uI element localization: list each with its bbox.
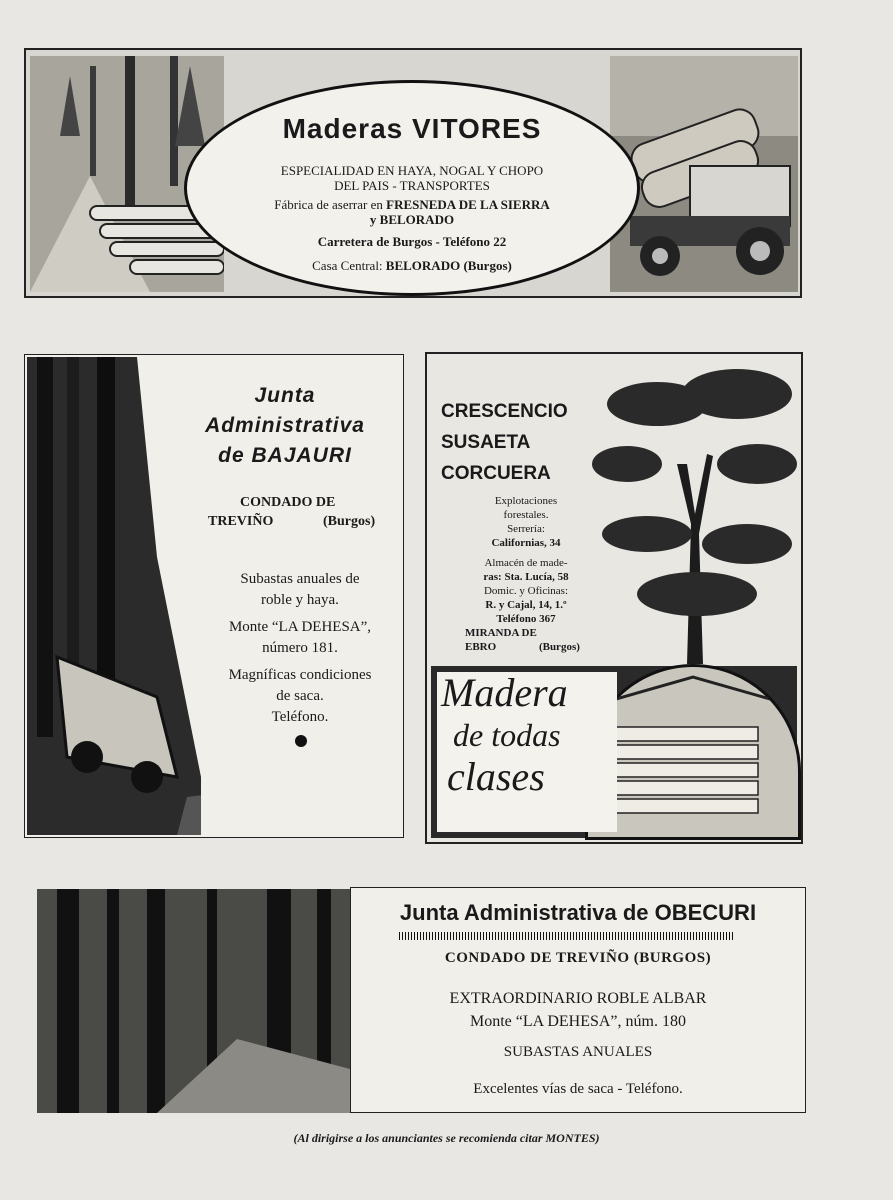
title-line-3: de BAJAURI xyxy=(218,444,352,467)
name-line: CRESCENCIO xyxy=(441,401,568,422)
detail-line xyxy=(451,640,601,654)
sawmill-place: FRESNEDA DE LA SIERRA xyxy=(386,197,550,212)
specialty-line-2: DEL PAIS - TRANSPORTES xyxy=(334,178,490,193)
bullet-dot-icon xyxy=(295,735,307,747)
province: (Burgos) xyxy=(538,641,580,653)
detail-line: ras: Sta. Lucía, 58 xyxy=(483,571,569,583)
specialty-line: ESPECIALIDAD EN HAYA, NOGAL Y CHOPO xyxy=(280,163,544,178)
body-line: Subastas anuales de xyxy=(240,571,360,587)
sawmill-line-2: y BELORADO xyxy=(369,212,455,227)
script-line-1: Madera xyxy=(441,670,568,715)
location-line-2: TREVIÑO xyxy=(208,514,274,529)
obecuri-line-4: Excelentes vías de saca - Teléfono. xyxy=(473,1081,683,1097)
detail-line: MIRANDA DE xyxy=(465,627,537,639)
city: EBRO xyxy=(465,641,497,653)
ad-crescencio-susaeta xyxy=(425,352,803,844)
obecuri-line-3: SUBASTAS ANUALES xyxy=(503,1044,653,1060)
road-phone-line: Carretera de Burgos - Teléfono 22 xyxy=(317,234,507,249)
detail-line: Explotaciones xyxy=(494,495,558,507)
footer-note: (Al dirigirse a los anunciantes se recomienda citar MONTES) xyxy=(293,1131,600,1145)
detail-line: Domic. y Oficinas: xyxy=(483,585,568,597)
ad-text-oval xyxy=(184,80,640,296)
brand-title: Maderas VITORES xyxy=(282,113,542,144)
detail-line: Teléfono 367 xyxy=(496,613,556,625)
body-line: Teléfono. xyxy=(271,709,329,725)
obecuri-line-1: EXTRAORDINARIO ROBLE ALBAR xyxy=(449,990,707,1007)
script-line-2: de todas xyxy=(453,717,561,753)
script-line-3: clases xyxy=(447,754,545,799)
script-slogan xyxy=(441,672,568,798)
detail-line: Serrería: xyxy=(507,523,545,535)
obecuri-location: CONDADO DE TREVIÑO (BURGOS) xyxy=(444,950,712,966)
company-details xyxy=(451,494,601,654)
detail-line: R. y Cajal, 14, 1.º xyxy=(485,599,567,611)
location-line-2-province: (Burgos) xyxy=(323,514,376,529)
body-line: roble y haya. xyxy=(261,592,339,608)
forest-photo xyxy=(37,889,350,1113)
obecuri-line-2: Monte “LA DEHESA”, núm. 180 xyxy=(470,1013,686,1030)
company-name xyxy=(441,396,568,489)
ad-junta-obecuri xyxy=(350,887,806,1113)
detail-line: Almacén de made- xyxy=(484,557,568,569)
sawmill-prefix: Fábrica de aserrar en xyxy=(274,197,383,212)
head-office-place: BELORADO (Burgos) xyxy=(385,258,512,273)
decorative-rule xyxy=(399,932,735,940)
title-line-1: Junta xyxy=(254,384,316,407)
ad-maderas-vitores xyxy=(24,48,802,298)
location-line-1: CONDADO DE xyxy=(240,495,336,510)
detail-line: forestales. xyxy=(503,509,549,521)
ad-junta-bajauri xyxy=(24,354,404,838)
obecuri-title: Junta Administrativa de OBECURI xyxy=(399,900,757,925)
name-line: CORCUERA xyxy=(441,463,551,484)
title-line-2: Administrativa xyxy=(205,414,365,437)
body-line: número 181. xyxy=(262,640,338,656)
body-line: Magníficas condiciones xyxy=(228,667,372,683)
detail-line: Californias, 34 xyxy=(491,537,561,549)
tree-illustration xyxy=(587,364,801,664)
sawmill-line xyxy=(187,197,637,212)
head-office-line xyxy=(187,258,637,273)
body-line: Monte “LA DEHESA”, xyxy=(228,619,372,635)
bajauri-title xyxy=(175,381,395,471)
body-line: de saca. xyxy=(276,688,324,704)
bajauri-body xyxy=(195,569,405,728)
head-office-prefix: Casa Central: xyxy=(312,258,383,273)
name-line: SUSAETA xyxy=(441,432,531,453)
